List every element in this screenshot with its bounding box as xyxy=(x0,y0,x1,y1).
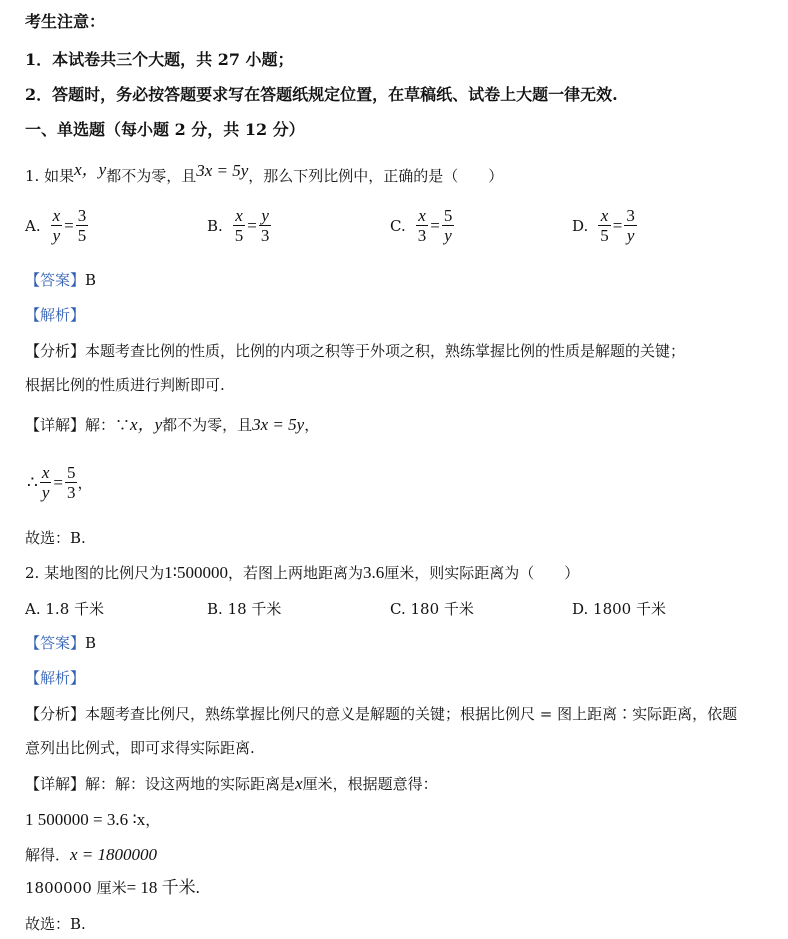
q2-detail xyxy=(25,774,438,794)
q1-vars: x，y xyxy=(74,160,107,179)
option-label: B. xyxy=(207,600,223,618)
fenxi-tag: 【分析】 xyxy=(25,342,86,360)
q1-stem xyxy=(25,160,503,186)
q1-analysis-tag: 【解析】 xyxy=(25,306,86,324)
q1-option-d: D. $\frac{x}{5}$ = $\frac{3}{y}$ xyxy=(572,206,635,245)
detail-a: 解：∵ xyxy=(85,416,131,434)
q2-stem-b: ，若图上两地距离为 xyxy=(228,564,364,582)
detail-equation: 3x = 5y xyxy=(252,415,305,434)
frac-den: y xyxy=(52,226,61,245)
answer-value: B xyxy=(85,634,97,652)
q1-equation: 3x = 5y xyxy=(196,161,249,180)
frac-num: 3 xyxy=(77,206,87,225)
option-text: 1.8 千米 xyxy=(45,600,105,618)
answer-value: B xyxy=(85,271,97,289)
notice-title: 考生注意： xyxy=(25,12,106,31)
fenxi-tag: 【分析】 xyxy=(25,705,86,723)
notice-item-1: 1．本试卷共三个大题，共 27 小题； xyxy=(25,50,294,69)
frac-num: y xyxy=(259,206,272,226)
frac-den: y xyxy=(41,483,50,502)
q1-option-c: C. $\frac{x}{3}$ = $\frac{5}{y}$ xyxy=(390,206,453,245)
option-label: D. xyxy=(572,216,589,235)
option-label: A. xyxy=(25,600,41,618)
q1-prefix: 1. 如果 xyxy=(25,167,75,185)
option-label: B. xyxy=(207,216,223,235)
frac-num: x xyxy=(52,206,61,225)
q2-fenxi-2: 意列出比例式，即可求得实际距离. xyxy=(25,739,255,757)
frac-den: y xyxy=(626,226,635,245)
section-heading: 一、单选题（每小题 2 分，共 12 分） xyxy=(25,120,305,139)
q1-fenxi-2: 根据比例的性质进行判断即可. xyxy=(25,376,225,394)
conversion-b: = 18 千米. xyxy=(126,878,200,897)
answer-tag: 【答案】 xyxy=(25,634,86,652)
q2-fenxi xyxy=(25,704,737,724)
fenxi-text: 本题考查比例的性质，比例的内项之积等于外项之积，熟练掌握比例的性质是解题的关键； xyxy=(85,342,686,360)
frac-num: 5 xyxy=(443,206,453,225)
q1-option-b: B. $\frac{x}{5}$ = $\frac{y}{3}$ xyxy=(207,206,270,245)
q2-option-b xyxy=(207,598,281,619)
q2-solve xyxy=(25,845,157,865)
option-text: 1800 千米 xyxy=(593,600,666,618)
frac-den: 3 xyxy=(66,483,76,502)
detail-var: x xyxy=(295,774,303,793)
q1-option-a: A. $\frac{x}{y}$ = $\frac{3}{5}$ xyxy=(25,206,87,245)
detail-c: 厘米，根据题意得： xyxy=(302,775,438,793)
frac-den: 3 xyxy=(260,226,270,245)
frac-num: x xyxy=(233,206,246,226)
frac-den: 3 xyxy=(417,226,427,245)
equation-1-tail: ， xyxy=(145,811,161,829)
frac-num: x xyxy=(41,463,50,482)
q2-option-a xyxy=(25,598,104,619)
detail-tag: 【详解】 xyxy=(25,416,86,434)
q2-stem-c: 厘米，则实际距离为（ ） xyxy=(384,564,580,582)
answer-tag: 【答案】 xyxy=(25,271,86,289)
q2-distance: 3.6 xyxy=(363,563,385,582)
frac-den: y xyxy=(444,226,452,245)
detail-c: 都不为零，且 xyxy=(162,416,253,434)
frac-den: 5 xyxy=(234,226,244,245)
frac-num: x xyxy=(598,206,611,226)
q1-answer xyxy=(25,270,96,290)
q1-result: ∴ $\frac{x}{y}$ = $\frac{5}{3}$ ， xyxy=(27,463,93,502)
q1-fenxi xyxy=(25,341,685,361)
result-tail: ， xyxy=(77,474,93,492)
q1-mid: 都不为零，且 xyxy=(106,167,197,185)
option-text: 18 千米 xyxy=(227,600,282,618)
q2-answer xyxy=(25,633,96,653)
q2-option-d xyxy=(572,598,666,619)
q2-analysis-tag: 【解析】 xyxy=(25,669,86,687)
detail-vars: x，y xyxy=(130,415,163,434)
q1-detail xyxy=(25,415,319,435)
equation-2: x = 1800000 xyxy=(70,845,158,864)
q2-choose: 故选：B. xyxy=(25,915,86,933)
frac-num: x xyxy=(416,206,429,226)
therefore-symbol: ∴ xyxy=(27,472,38,492)
fenxi-text: 本题考查比例尺，熟练掌握比例尺的意义是解题的关键；根据比例尺 = 图上距离∶实际距离，依题 xyxy=(85,705,738,723)
detail-tag: 【详解】 xyxy=(25,775,86,793)
q1-suffix: ，那么下列比例中，正确的是（ ） xyxy=(248,167,504,185)
option-label: A. xyxy=(25,216,41,235)
frac-den: 5 xyxy=(600,226,609,245)
frac-num: 3 xyxy=(626,206,635,225)
frac-den: 5 xyxy=(77,226,87,245)
q2-stem-a: 2. 某地图的比例尺为 xyxy=(25,564,165,582)
q2-conversion xyxy=(25,878,200,898)
option-label: C. xyxy=(390,600,406,618)
frac-num: 5 xyxy=(66,463,76,482)
option-label: D. xyxy=(572,600,589,618)
option-label: C. xyxy=(390,216,406,235)
solve-label: 解得． xyxy=(25,846,71,864)
q2-option-c xyxy=(390,598,474,619)
detail-a: 解：解：设这两地的实际距离是 xyxy=(85,775,296,793)
q1-choose: 故选：B. xyxy=(25,529,86,547)
q2-stem xyxy=(25,563,579,583)
option-text: 180 千米 xyxy=(410,600,474,618)
equation-1: 1 500000 = 3.6 ∶x xyxy=(25,810,146,829)
detail-e: ， xyxy=(304,416,320,434)
q2-scale: 1∶500000 xyxy=(164,563,229,582)
q2-equation-1 xyxy=(25,810,160,830)
conversion-a: 1800000 厘米 xyxy=(25,879,127,897)
notice-item-2: 2．答题时，务必按答题要求写在答题纸规定位置，在草稿纸、试卷上大题一律无效. xyxy=(25,85,618,104)
